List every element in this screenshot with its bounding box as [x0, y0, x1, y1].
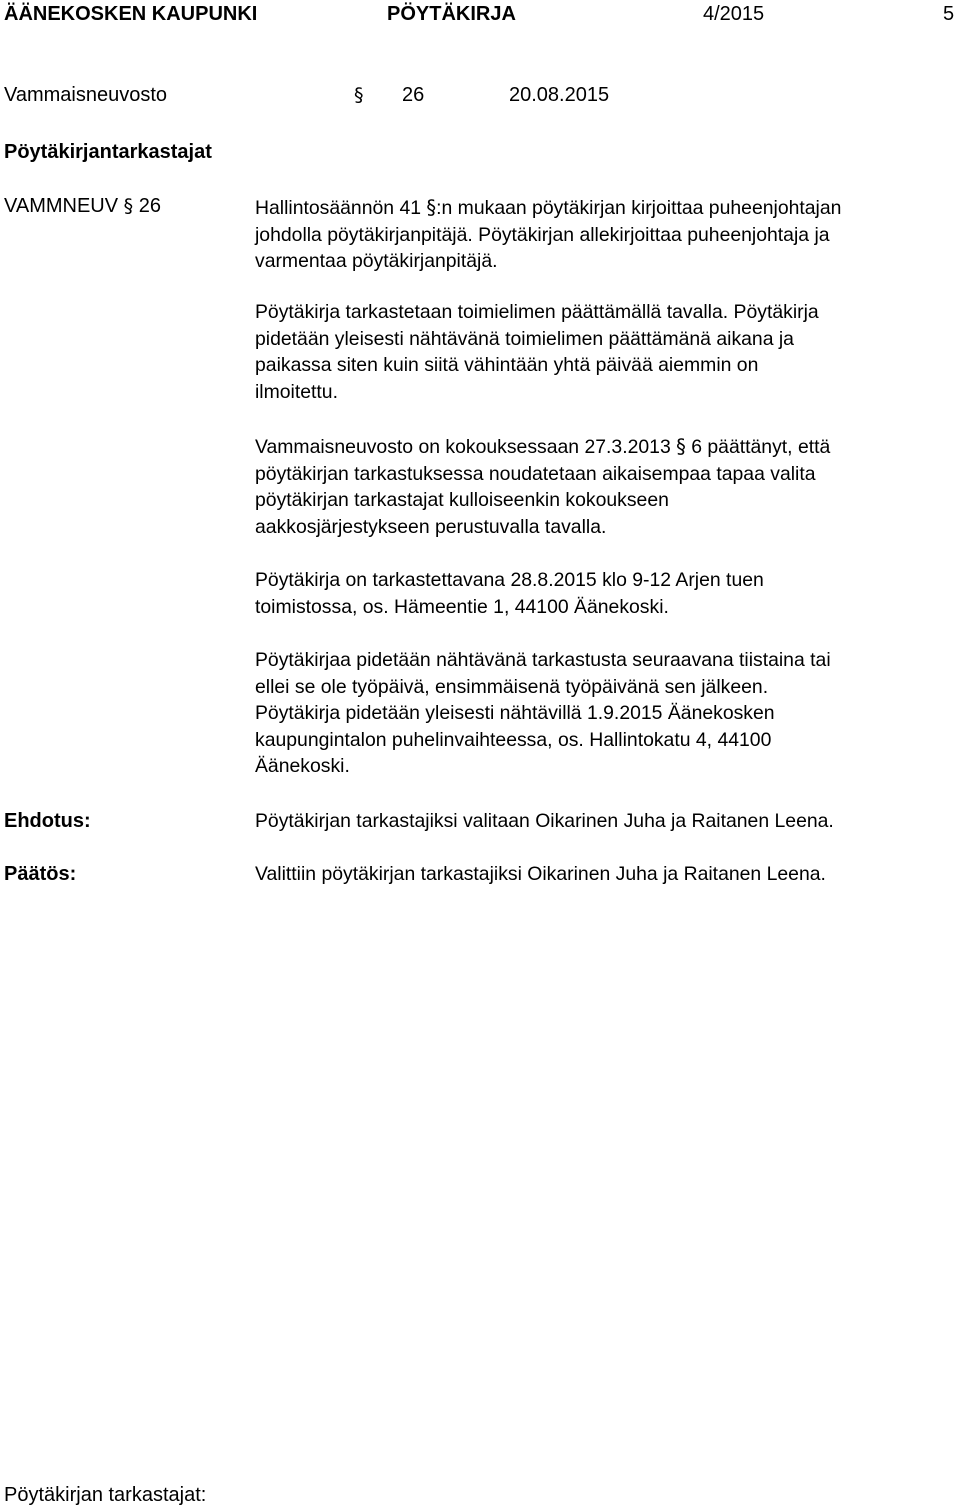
paragraph-2 — [255, 299, 955, 405]
proposal-text: Pöytäkirjan tarkastajiksi valitaan Oikarinen Juha ja Raitanen Leena. — [255, 810, 834, 832]
item-title: Pöytäkirjantarkastajat — [4, 141, 212, 163]
page-number: 5 — [943, 3, 955, 25]
paragraph-2-text: Pöytäkirja tarkastetaan toimielimen päättämällä tavalla. Pöytäkirja pidetään yleisesti nähtävänä toimielimen päättämänä aikana ja paikassa siten kuin siitä vähintään yhtä päivää aiemmin on ilmoitettu. — [255, 301, 819, 403]
document-type: PÖYTÄKIRJA — [387, 3, 516, 25]
paragraph-3-section-symbol: § — [676, 435, 686, 458]
paragraph-3 — [255, 434, 955, 540]
paragraph-1-rest: :n mukaan pöytäkirjan kirjoittaa puheenjohtajan johdolla pöytäkirjanpitäjä. Pöytäkirjan allekirjoittaa puheenjohtaja ja varmentaa pöytäkirjanpitäjä. — [255, 197, 842, 272]
paragraph-1-section-symbol: § — [426, 196, 437, 219]
decision-label: Päätös: — [4, 863, 77, 885]
organization-name: ÄÄNEKOSKEN KAUPUNKI — [4, 3, 258, 25]
case-section-symbol: § — [123, 195, 134, 217]
proposal-label: Ehdotus: — [4, 810, 91, 832]
meeting-date: 20.08.2015 — [509, 84, 610, 106]
paragraph-1-start: Hallintosäännön 41 — [255, 197, 422, 219]
paragraph-5-text: Pöytäkirjaa pidetään nähtävänä tarkastusta seuraavana tiistaina tai ellei se ole työpäivä, ensimmäisenä työpäivänä sen jälkeen. Pöytäkirja pidetään yleisesti nähtävillä 1.9.2015 Äänekosken kaupungintalon puhelinvaihteessa, os. Hallintokatu 4, 44100 Äänekoski. — [255, 649, 831, 777]
paragraph-4 — [255, 567, 955, 620]
meeting-body: Vammaisneuvosto — [4, 84, 168, 106]
section-symbol: § — [354, 84, 364, 106]
issue-number: 4/2015 — [703, 3, 765, 25]
paragraph-5 — [255, 647, 955, 780]
paragraph-3-start: Vammaisneuvosto on kokouksessaan 27.3.2013 — [255, 436, 671, 458]
paragraph-3-rest: 6 päättänyt, että pöytäkirjan tarkastuksessa noudatetaan aikaisempaa tapaa valita pöytäkirjan tarkastajat kulloiseenkin kokoukseen aakkosjärjestykseen perustuvalla tavalla. — [255, 436, 831, 538]
case-reference — [4, 195, 161, 218]
paragraph-4-text: Pöytäkirja on tarkastettavana 28.8.2015 klo 9-12 Arjen tuen toimistossa, os. Hämeentie 1, 44100 Äänekoski. — [255, 569, 764, 618]
reviewers-label: Pöytäkirjan tarkastajat: — [4, 1484, 207, 1506]
paragraph-1 — [255, 195, 955, 275]
case-section-number: 26 — [138, 195, 161, 217]
section-number: 26 — [402, 84, 425, 106]
case-id: VAMMNEUV — [4, 195, 119, 217]
decision-text: Valittiin pöytäkirjan tarkastajiksi Oikarinen Juha ja Raitanen Leena. — [255, 863, 826, 885]
